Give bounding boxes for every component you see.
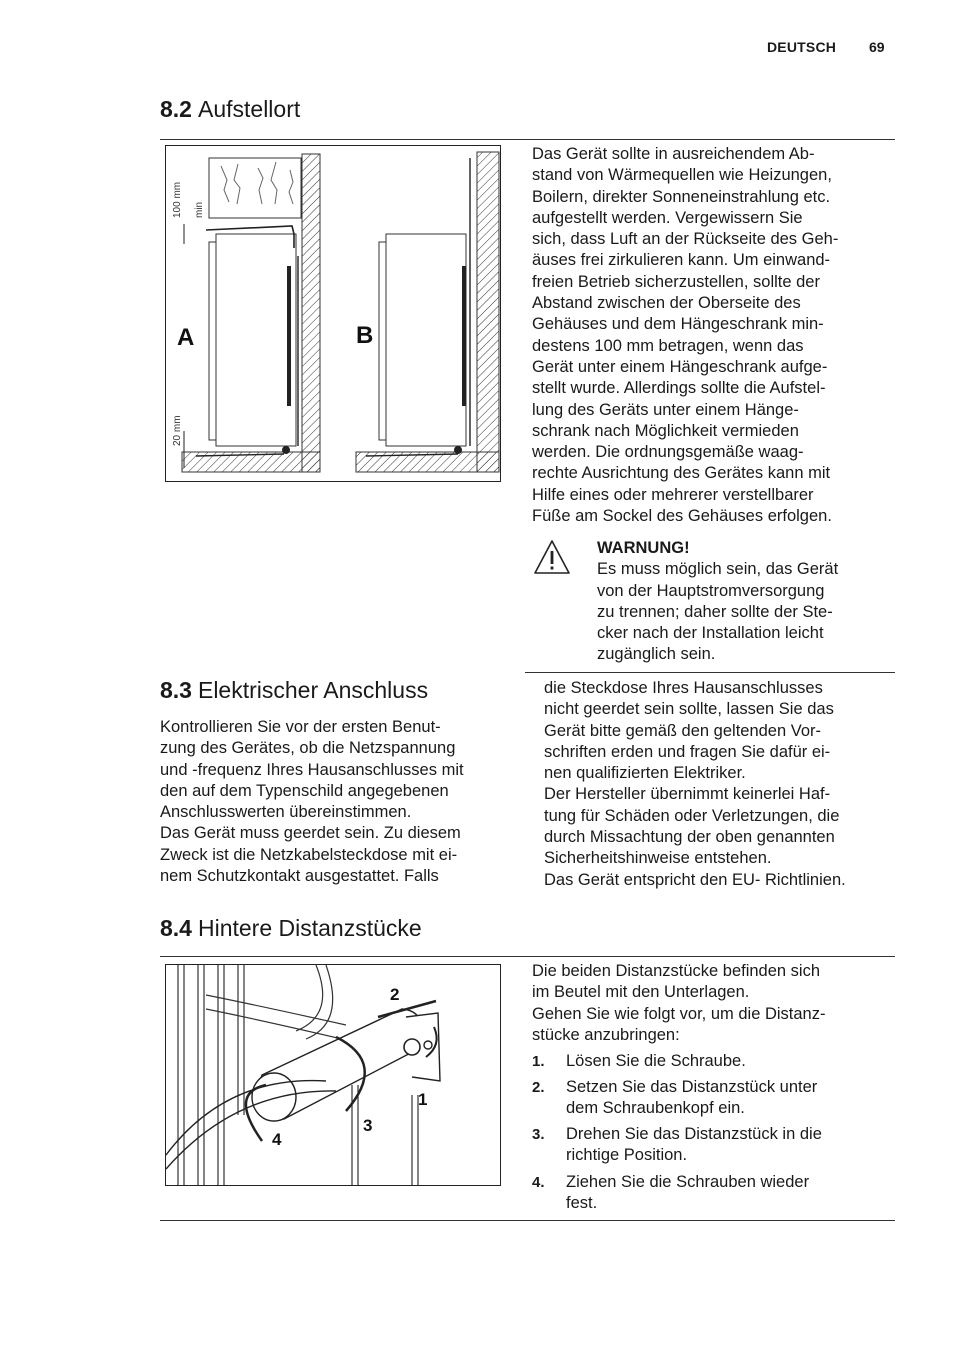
dim-min-label: min bbox=[194, 201, 205, 218]
warning-rule bbox=[525, 672, 895, 673]
step-text bbox=[566, 1077, 817, 1120]
text-line: sich, dass Luft an der Rückseite des Geh- bbox=[532, 230, 839, 249]
text-line: Zweck ist die Netzkabelsteckdose mit ei- bbox=[160, 845, 458, 864]
text-line: nem Schutzkontakt ausgestattet. Falls bbox=[160, 867, 439, 886]
text-line: Das Gerät sollte in ausreichendem Ab- bbox=[532, 145, 815, 163]
step-line: richtige Position. bbox=[566, 1146, 688, 1165]
spacer-diagram bbox=[166, 965, 500, 1185]
placement-figure bbox=[165, 145, 501, 482]
dim-bottom-label: 20 mm bbox=[172, 415, 183, 446]
text-line: werden. Die ordnungsgemäße waag- bbox=[532, 443, 804, 462]
section-end-rule bbox=[160, 1220, 895, 1221]
step-number: 2. bbox=[532, 1079, 545, 1096]
text-line: lung des Geräts unter einem Hänge- bbox=[532, 400, 799, 419]
step-text bbox=[566, 1172, 809, 1215]
text-line: zung des Gerätes, ob die Netzspannung bbox=[160, 739, 456, 758]
text-line: Das Gerät entspricht den EU- Richtlinien. bbox=[544, 870, 846, 889]
step-text bbox=[566, 1124, 822, 1167]
step-line: Lösen Sie die Schraube. bbox=[566, 1052, 746, 1070]
text-line: nen qualifizierten Elektriker. bbox=[544, 764, 746, 783]
figure-label-a: A bbox=[177, 324, 195, 351]
text-line: freien Betrieb sicherzustellen, sollte der bbox=[532, 272, 820, 291]
text-line: nicht geerdet sein sollte, lassen Sie das bbox=[544, 700, 834, 719]
placement-diagram bbox=[166, 146, 500, 481]
text-line: Gerät bitte gemäß den geltenden Vor- bbox=[544, 721, 822, 740]
section-8-2-heading bbox=[160, 96, 300, 123]
electrical-text-right bbox=[544, 678, 894, 891]
text-line: die Steckdose Ihres Hausanschlusses bbox=[544, 679, 823, 697]
wall-b bbox=[477, 152, 499, 472]
text-line: Gehäuses und dem Hängeschrank min- bbox=[532, 315, 824, 334]
text-line: den auf dem Typenschild angegebenen bbox=[160, 781, 449, 800]
text-line: Gehen Sie wie folgt vor, um die Distanz- bbox=[532, 1004, 826, 1023]
spacer-steps bbox=[532, 1051, 894, 1221]
step-number: 3. bbox=[532, 1126, 545, 1143]
step-line: fest. bbox=[566, 1194, 598, 1213]
text-line: stand von Wärmequellen wie Heizungen, bbox=[532, 166, 832, 185]
section-rule bbox=[160, 139, 895, 140]
foot-a bbox=[282, 446, 290, 454]
electrical-text-left bbox=[160, 717, 520, 887]
text-line: stellt wurde. Allerdings sollte die Aufstel- bbox=[532, 379, 826, 398]
page-number: 69 bbox=[869, 39, 885, 55]
appliance-a bbox=[216, 234, 296, 446]
text-line: Füße am Sockel des Gehäuses erfolgen. bbox=[532, 507, 832, 526]
warning-title: WARNUNG! bbox=[597, 539, 690, 557]
step-line: dem Schraubenkopf ein. bbox=[566, 1099, 745, 1118]
step-label-4: 4 bbox=[272, 1130, 282, 1149]
warning-icon bbox=[532, 538, 572, 578]
text-line: tung für Schäden oder Verletzungen, die bbox=[544, 806, 840, 825]
step-text bbox=[566, 1051, 746, 1072]
step-number: 4. bbox=[532, 1174, 545, 1191]
step-label-2: 2 bbox=[390, 985, 400, 1004]
wall-a bbox=[302, 154, 320, 472]
warning-line: zugänglich sein. bbox=[597, 645, 716, 664]
condenser-a bbox=[287, 266, 291, 406]
text-line: und -frequenz Ihres Hausanschlusses mit bbox=[160, 760, 464, 779]
step-line: Ziehen Sie die Schrauben wieder bbox=[566, 1173, 810, 1191]
text-line: Die beiden Distanzstücke befinden sich bbox=[532, 962, 821, 980]
text-line: schrank nach Möglichkeit vermieden bbox=[532, 421, 799, 440]
step-label-1: 1 bbox=[418, 1090, 428, 1109]
step-line: Drehen Sie das Distanzstück in die bbox=[566, 1125, 822, 1143]
text-line: stücke anzubringen: bbox=[532, 1025, 680, 1044]
text-line: Anschlusswerten übereinstimmen. bbox=[160, 803, 412, 822]
text-line: destens 100 mm betragen, wenn das bbox=[532, 336, 804, 355]
warning-box bbox=[597, 538, 893, 666]
text-line: durch Missachtung der oben genannten bbox=[544, 828, 835, 847]
warning-line: cker nach der Installation leicht bbox=[597, 624, 824, 643]
spacer-intro bbox=[532, 961, 894, 1046]
text-line: Der Hersteller übernimmt keinerlei Haf- bbox=[544, 785, 831, 804]
section-8-4-heading bbox=[160, 915, 422, 942]
screw-hole bbox=[424, 1041, 432, 1049]
section-title: Aufstellort bbox=[197, 96, 301, 122]
figure-label-b: B bbox=[356, 322, 374, 349]
text-line: aufgestellt werden. Vergewissern Sie bbox=[532, 208, 803, 227]
text-line: Boilern, direkter Sonneneinstrahlung etc. bbox=[532, 187, 831, 206]
text-line: Hilfe eines oder mehrerer verstellbarer bbox=[532, 485, 814, 504]
section-rule bbox=[160, 956, 895, 957]
warning-line: zu trennen; daher sollte der Ste- bbox=[597, 602, 833, 621]
spacer-figure bbox=[165, 964, 501, 1186]
text-line: Kontrollieren Sie vor der ersten Benut- bbox=[160, 718, 441, 736]
step-label-3: 3 bbox=[363, 1116, 373, 1135]
section-8-3-heading bbox=[160, 677, 428, 704]
section-number: 8.4 bbox=[160, 915, 192, 941]
step-number: 1. bbox=[532, 1053, 545, 1070]
text-line: Sicherheitshinweise entstehen. bbox=[544, 849, 772, 868]
text-line: Abstand zwischen der Oberseite des bbox=[532, 294, 801, 313]
section-number: 8.2 bbox=[160, 96, 192, 122]
text-line: Das Gerät muss geerdet sein. Zu diesem bbox=[160, 824, 461, 843]
screw-head bbox=[404, 1039, 420, 1055]
section-title: Hintere Distanzstücke bbox=[197, 915, 422, 941]
appliance-b bbox=[386, 234, 466, 446]
header-language: DEUTSCH bbox=[767, 39, 837, 55]
section-number: 8.3 bbox=[160, 677, 192, 703]
condenser-b bbox=[462, 266, 466, 406]
warning-line: Es muss möglich sein, das Gerät bbox=[597, 560, 839, 579]
text-line: Gerät unter einem Hängeschrank aufge- bbox=[532, 357, 828, 376]
text-line: rechte Ausrichtung des Gerätes kann mit bbox=[532, 464, 831, 483]
text-line: äuses frei zirkulieren kann. Um einwand- bbox=[532, 251, 831, 270]
section-title: Elektrischer Anschluss bbox=[197, 677, 429, 703]
foot-b bbox=[454, 446, 462, 454]
wall-cabinet bbox=[209, 158, 301, 218]
step-line: Setzen Sie das Distanzstück unter bbox=[566, 1078, 818, 1096]
dim-top-label: 100 mm bbox=[172, 181, 183, 218]
door-b bbox=[379, 242, 386, 440]
text-line: schriften erden und fragen Sie dafür ei- bbox=[544, 742, 831, 761]
door-a bbox=[209, 242, 216, 440]
text-line: im Beutel mit den Unterlagen. bbox=[532, 983, 750, 1002]
warning-line: von der Hauptstromversorgung bbox=[597, 581, 825, 600]
placement-text bbox=[532, 144, 894, 527]
